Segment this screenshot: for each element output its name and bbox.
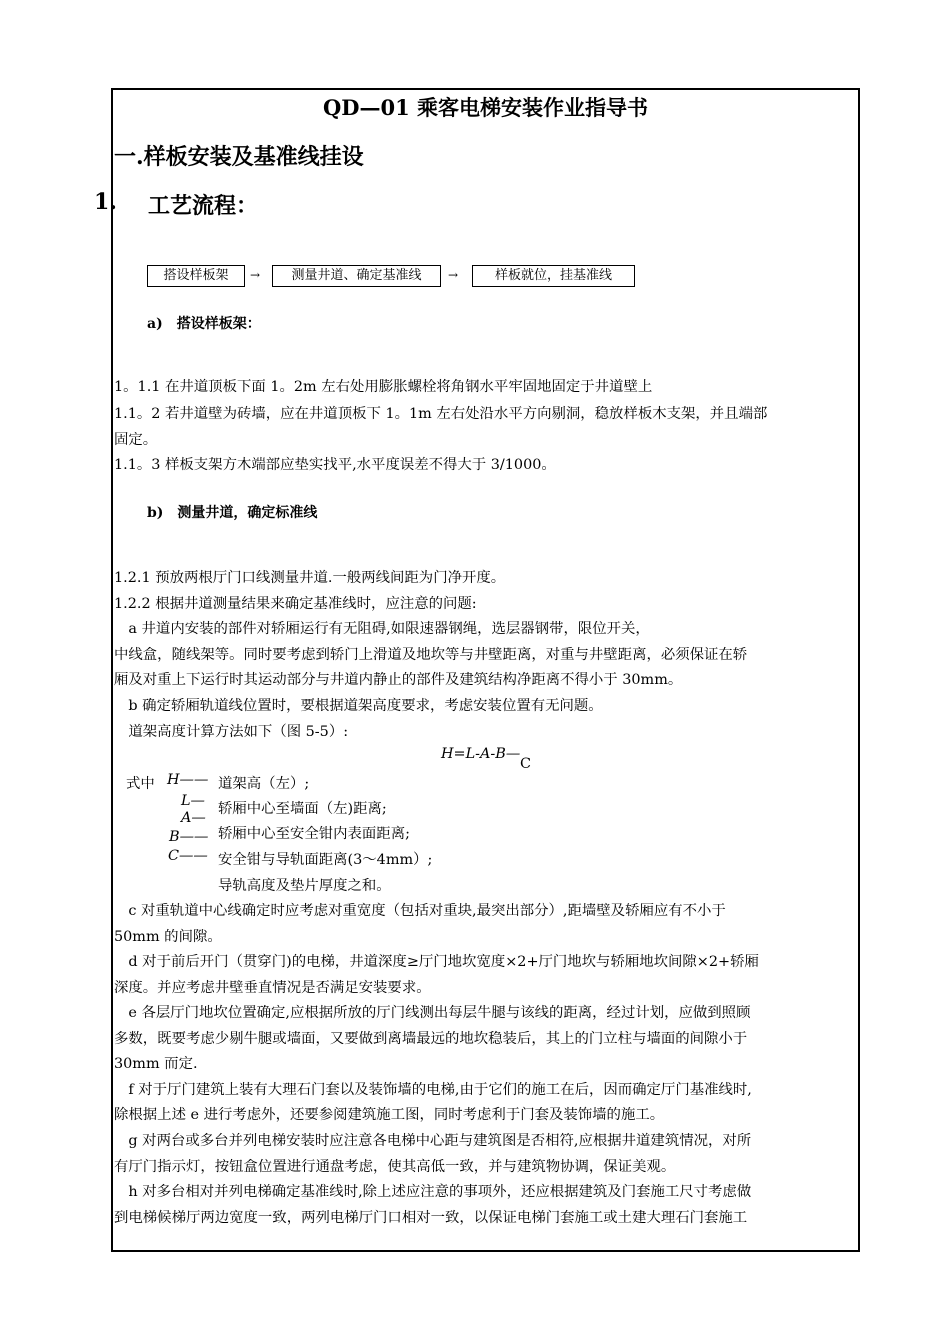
paragraph-line: 1.1。2 若井道壁为砖墙，应在井道顶板下 1。1m 左右处沿水平方向剔洞，稳放样板木支架，并且端部 [114,406,768,422]
flow-arrow-icon: → [250,268,261,282]
paragraph-line: c 对重轨道中心线确定时应考虑对重宽度（包括对重块,最突出部分）,距墙壁及轿厢应有不小于 [114,903,726,919]
paragraph-line: 厢及对重上下运行时其运动部分与井道内静止的部件及建筑结构净距离不得小于 30mm。 [114,672,683,688]
section-heading: 一.样板安装及基准线挂设 [114,144,364,170]
paragraph-line: 多数，既要考虑少剔牛腿或墙面，又要做到离墙最远的地坎稳装后，其上的门立柱与墙面的间隙小于 [114,1031,748,1047]
var-symbol: C—— [168,848,208,864]
var-description: 轿厢中心至墙面（左)距离; [218,801,387,817]
formula-intro: 式中 [126,776,155,792]
paragraph-line: 1.1。3 样板支架方木端部应垫实找平,水平度误差不得大于 3/1000。 [114,457,556,473]
paragraph-line: 深度。并应考虑井壁垂直情况是否满足安装要求。 [114,980,431,996]
paragraph-line: 到电梯候梯厅两边宽度一致，两列电梯厅门口相对一致，以保证电梯门套施工或土建大理石门套施工 [114,1210,748,1226]
paragraph-line: 1.2.2 根据井道测量结果来确定基准线时，应注意的问题: [114,596,477,612]
document-title: QD—01 乘客电梯安装作业指导书 [322,95,649,120]
paragraph-line: 30mm 而定. [114,1056,198,1072]
paragraph-line: 中线盒，随线架等。同时要考虑到轿门上滑道及地坎等与井壁距离，对重与井壁距离，必须保证在轿 [114,647,748,663]
paragraph-line: 固定。 [114,432,158,448]
paragraph-line: 1。1.1 在井道顶板下面 1。2m 左右处用膨胀螺栓将角钢水平牢固地固定于井道壁上 [114,379,653,395]
subsection-number: 1. [94,189,117,215]
subheading-a: a) 搭设样板架： [147,316,261,332]
var-symbol: B—— [169,829,209,845]
var-description: 导轨高度及垫片厚度之和。 [218,878,391,894]
formula-subscript: C [520,756,532,772]
paragraph-line: 1.2.1 预放两根厅门口线测量井道.一般两线间距为门净开度。 [114,570,506,586]
paragraph-line: a 井道内安装的部件对轿厢运行有无阻碍,如限速器钢绳，选层器钢带，限位开关， [114,621,650,637]
paragraph-line: f 对于厅门建筑上装有大理石门套以及装饰墙的电梯,由于它们的施工在后，因而确定厅门基准线时, [114,1082,752,1098]
flow-step-3: 样板就位，挂基准线 [472,265,635,287]
paragraph-line: d 对于前后开门（贯穿门)的电梯，井道深度≥厅门地坎宽度×2+厅门地坎与轿厢地坎间隙×2+轿厢 [114,954,759,970]
paragraph-line: b 确定轿厢轨道线位置时，要根据道架高度要求，考虑安装位置有无问题。 [114,698,603,714]
var-symbol: H—— [167,772,209,788]
paragraph-line: 50mm 的间隙。 [114,929,222,945]
paragraph-line: e 各层厅门地坎位置确定,应根据所放的厅门线测出每层牛腿与该线的距离，经过计划，应做到照顾 [114,1005,751,1021]
var-symbol: L— [181,793,205,809]
paragraph-line: 道架高度计算方法如下（图 5-5）: [114,724,349,740]
flow-step-2: 测量井道、确定基准线 [272,265,441,287]
subheading-b: b) 测量井道，确定标准线 [147,505,318,521]
paragraph-line: g 对两台或多台并列电梯安装时应注意各电梯中心距与建筑图是否相符,应根据井道建筑情况，对所 [114,1133,752,1149]
paragraph-line: h 对多台相对并列电梯确定基准线时,除上述应注意的事项外，还应根据建筑及门套施工尺寸考虑做 [114,1184,752,1200]
paragraph-line: 除根据上述 e 进行考虑外，还要参阅建筑施工图，同时考虑利于门套及装饰墙的施工。 [114,1107,665,1123]
flow-step-1: 搭设样板架 [147,265,245,287]
formula: H=L-A-B— [441,746,521,762]
subsection-heading: 工艺流程： [148,193,259,219]
flow-arrow-icon: → [448,268,459,282]
var-description: 轿厢中心至安全钳内表面距离; [218,826,410,842]
var-description: 道架高（左）; [218,776,310,792]
var-symbol: A— [181,810,206,826]
paragraph-line: 有厅门指示灯，按钮盒位置进行通盘考虑，使其高低一致，并与建筑物协调，保证美观。 [114,1159,676,1175]
var-description: 安全钳与导轨面距离(3～4mm）; [218,852,433,868]
